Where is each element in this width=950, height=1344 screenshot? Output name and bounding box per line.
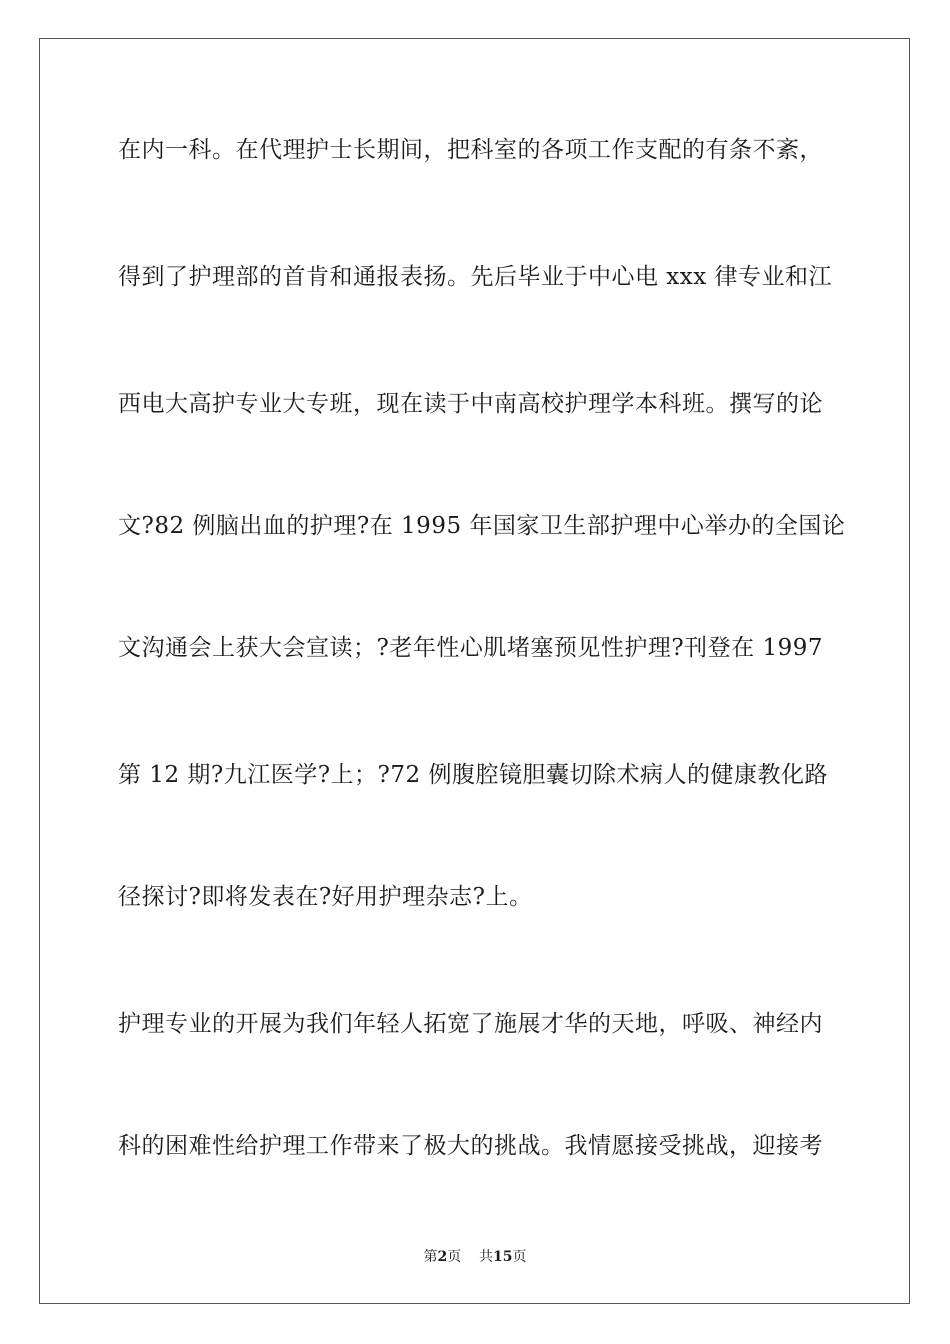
footer-page-prefix: 第: [423, 1249, 438, 1265]
body-text-line-2: 得到了护理部的首肯和通报表扬。先后毕业于中心电 xxx 律专业和江: [118, 264, 833, 290]
footer-page-number: 2: [437, 1249, 448, 1265]
footer-total-pages: 15: [493, 1249, 513, 1265]
page-border: [39, 38, 910, 1304]
body-text-line-3: 西电大高护专业大专班，现在读于中南高校护理学本科班。撰写的论: [118, 391, 823, 417]
footer-total-suffix: 页: [512, 1249, 527, 1265]
footer-total-prefix: 共: [479, 1249, 494, 1265]
body-text-line-5: 文沟通会上获大会宣读；?老年性心肌堵塞预见性护理?刊登在 1997: [118, 635, 824, 661]
body-text-line-6: 第 12 期?九江医学?上；?72 例腹腔镜胆囊切除术病人的健康教化路: [118, 762, 828, 788]
footer-page-suffix: 页: [447, 1249, 462, 1265]
page-footer: [0, 1248, 950, 1266]
body-text-line-7: 径探讨?即将发表在?好用护理杂志?上。: [118, 884, 533, 910]
body-text-line-9: 科的困难性给护理工作带来了极大的挑战。我情愿接受挑战，迎接考: [118, 1133, 823, 1159]
body-text-line-8: 护理专业的开展为我们年轻人拓宽了施展才华的天地，呼吸、神经内: [118, 1011, 823, 1037]
body-text-line-4: 文?82 例脑出血的护理?在 1995 年国家卫生部护理中心举办的全国论: [118, 513, 846, 539]
body-text-line-1: 在内一科。在代理护士长期间，把科室的各项工作支配的有条不紊，: [118, 137, 823, 163]
